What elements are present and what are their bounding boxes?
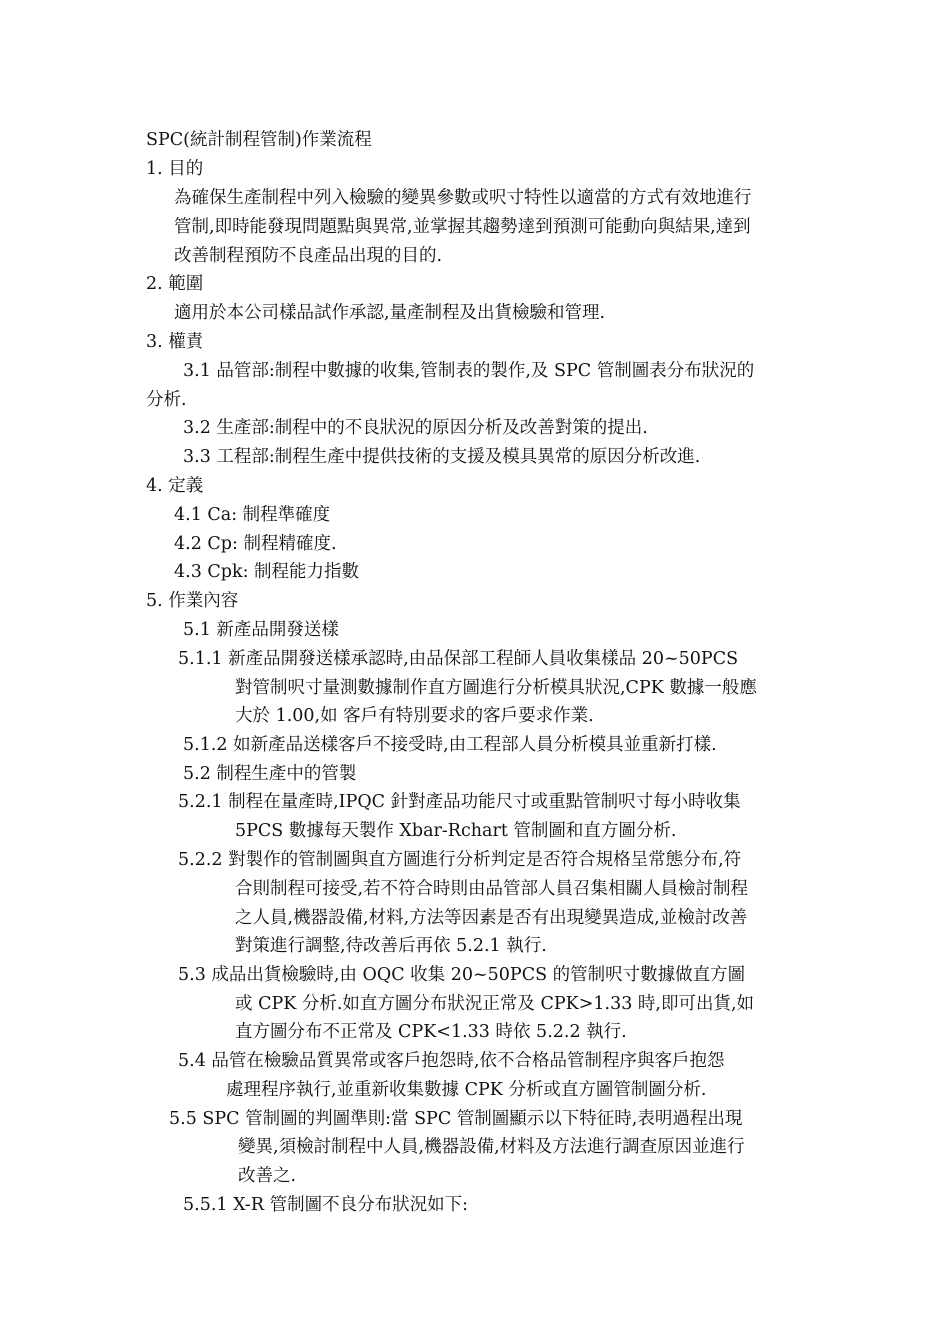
section-5-item: 或 CPK 分析.如直方圖分布狀況正常及 CPK>1.33 時,即可出貨,如: [235, 994, 755, 1014]
section-5-item: 之人員,機器設備,材料,方法等因素是否有出現變異造成,並檢討改善: [235, 908, 748, 928]
section-5-item: 5.3 成品出貨檢驗時,由 OQC 收集 20~50PCS 的管制呎寸數據做直方圖: [178, 965, 746, 985]
section-5-item: 5.2.1 制程在量產時,IPQC 針對產品功能尺寸或重點管制呎寸每小時收集: [178, 792, 741, 812]
section-5-subheading: 5.2 制程生產中的管製: [183, 764, 357, 784]
section-4-item: 4.1 Ca: 制程準確度: [174, 505, 331, 525]
section-5-item: 大於 1.00,如 客戶有特別要求的客戶要求作業.: [235, 706, 594, 726]
section-5-item: 5PCS 數據每天製作 Xbar-Rchart 管制圖和直方圖分析.: [235, 821, 677, 841]
section-5-item: 處理程序執行,並重新收集數據 CPK 分析或直方圖管制圖分析.: [226, 1080, 707, 1100]
section-1-text: 為確保生產制程中列入檢驗的變異參數或呎寸特性以適當的方式有效地進行: [174, 188, 752, 208]
section-5-subheading: 5.1 新產品開發送樣: [183, 620, 339, 640]
section-5-item: 5.4 品管在檢驗品質異常或客戶抱怨時,依不合格品管制程序與客戶抱怨: [178, 1051, 725, 1071]
section-5-item: 變異,須檢討制程中人員,機器設備,材料及方法進行調查原因並進行: [238, 1137, 745, 1157]
section-3-heading: 3. 權責: [146, 332, 204, 352]
section-2-heading: 2. 範圍: [146, 274, 204, 294]
section-5-item: 5.5 SPC 管制圖的判圖準則:當 SPC 管制圖顯示以下特征時,表明過程出現: [169, 1109, 743, 1129]
section-5-item: 5.1.2 如新產品送樣客戶不接受時,由工程部人員分析模具並重新打樣.: [183, 735, 717, 755]
section-5-item: 對管制呎寸量測數據制作直方圖進行分析模具狀況,CPK 數據一般應: [235, 678, 757, 698]
section-5-item: 5.1.1 新產品開發送樣承認時,由品保部工程師人員收集樣品 20~50PCS: [178, 649, 739, 669]
section-2-text: 適用於本公司樣品試作承認,量產制程及出貨檢驗和管理.: [174, 303, 606, 323]
document-title: SPC(統計制程管制)作業流程: [146, 130, 372, 150]
section-3-item: 3.3 工程部:制程生產中提供技術的支援及模具異常的原因分析改進.: [183, 447, 701, 467]
section-4-item: 4.3 Cpk: 制程能力指數: [174, 562, 360, 582]
section-3-item: 3.2 生產部:制程中的不良狀況的原因分析及改善對策的提出.: [183, 418, 648, 438]
section-5-item: 合則制程可接受,若不符合時則由品管部人員召集相關人員檢討制程: [235, 879, 749, 899]
section-3-item: 3.1 品管部:制程中數據的收集,管制表的製作,及 SPC 管制圖表分布狀況的: [183, 361, 755, 381]
section-4-item: 4.2 Cp: 制程精確度.: [174, 534, 337, 554]
section-5-item: 直方圖分布不正常及 CPK<1.33 時依 5.2.2 執行.: [235, 1022, 627, 1042]
section-1-text: 管制,即時能發現問題點與異常,並掌握其趨勢達到預測可能動向與結果,達到: [174, 217, 751, 237]
section-1-text: 改善制程預防不良產品出現的目的.: [174, 246, 443, 266]
section-3-item: 分析.: [146, 390, 187, 410]
section-5-item: 對策進行調整,待改善后再依 5.2.1 執行.: [235, 936, 547, 956]
section-5-heading: 5. 作業內容: [146, 591, 239, 611]
section-1-heading: 1. 目的: [146, 159, 204, 179]
section-5-item: 5.5.1 X-R 管制圖不良分布狀況如下:: [183, 1195, 468, 1215]
section-4-heading: 4. 定義: [146, 476, 204, 496]
section-5-item: 5.2.2 對製作的管制圖與直方圖進行分析判定是否符合規格呈常態分布,符: [178, 850, 742, 870]
section-5-item: 改善之.: [238, 1166, 297, 1186]
